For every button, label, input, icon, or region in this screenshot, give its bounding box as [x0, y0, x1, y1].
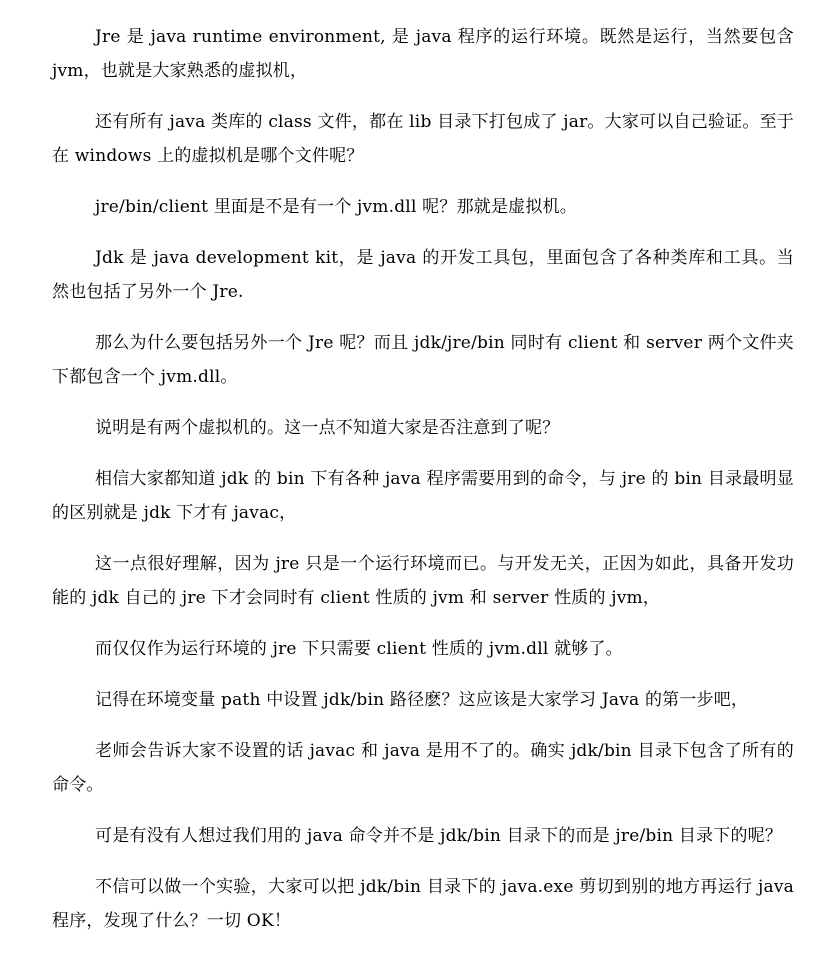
paragraph-teacher-says: 老师会告诉大家不设置的话 javac 和 java 是用不了的。确实 jdk/bin 目录下包含了所有的命令。 [52, 741, 794, 795]
paragraph-runtime-only: 这一点很好理解，因为 jre 只是一个运行环境而已。与开发无关，正因为如此，具备开发功能的 jdk 自己的 jre 下才会同时有 client 性质的 jvm 和 server 性质的 jvm， [52, 554, 794, 608]
paragraph-jdk-definition: Jdk 是 java development kit，是 java 的开发工具包，里面包含了各种类库和工具。当然也包括了另外一个 Jre. [52, 248, 794, 302]
paragraph-java-command-location: 可是有没有人想过我们用的 java 命令并不是 jdk/bin 目录下的而是 jre/bin 目录下的呢？ [95, 826, 783, 846]
paragraph-class-files: 还有所有 java 类库的 class 文件，都在 lib 目录下打包成了 jar。大家可以自己验证。至于在 windows 上的虚拟机是哪个文件呢？ [52, 112, 794, 166]
paragraph-two-vms: 说明是有两个虚拟机的。这一点不知道大家是否注意到了呢？ [95, 418, 560, 438]
paragraph-javac-difference: 相信大家都知道 jdk 的 bin 下有各种 java 程序需要用到的命令，与 jre 的 bin 目录最明显的区别就是 jdk 下才有 javac， [52, 469, 794, 523]
paragraph-why-another-jre: 那么为什么要包括另外一个 Jre 呢？而且 jdk/jre/bin 同时有 client 和 server 两个文件夹下都包含一个 jvm.dll。 [52, 333, 794, 387]
paragraph-jre-definition: Jre 是 java runtime environment, 是 java 程序的运行环境。既然是运行，当然要包含 jvm，也就是大家熟悉的虚拟机， [52, 27, 794, 81]
paragraph-experiment: 不信可以做一个实验，大家可以把 jdk/bin 目录下的 java.exe 剪切到别的地方再运行 java 程序，发现了什么？一切 OK！ [52, 877, 794, 931]
paragraph-path-setting: 记得在环境变量 path 中设置 jdk/bin 路径麽？这应该是大家学习 Java 的第一步吧， [95, 690, 749, 710]
paragraph-client-only: 而仅仅作为运行环境的 jre 下只需要 client 性质的 jvm.dll 就够了。 [95, 639, 623, 659]
document-page [52, 20, 794, 955]
paragraph-jvm-dll: jre/bin/client 里面是不是有一个 jvm.dll 呢？那就是虚拟机。 [95, 197, 577, 217]
